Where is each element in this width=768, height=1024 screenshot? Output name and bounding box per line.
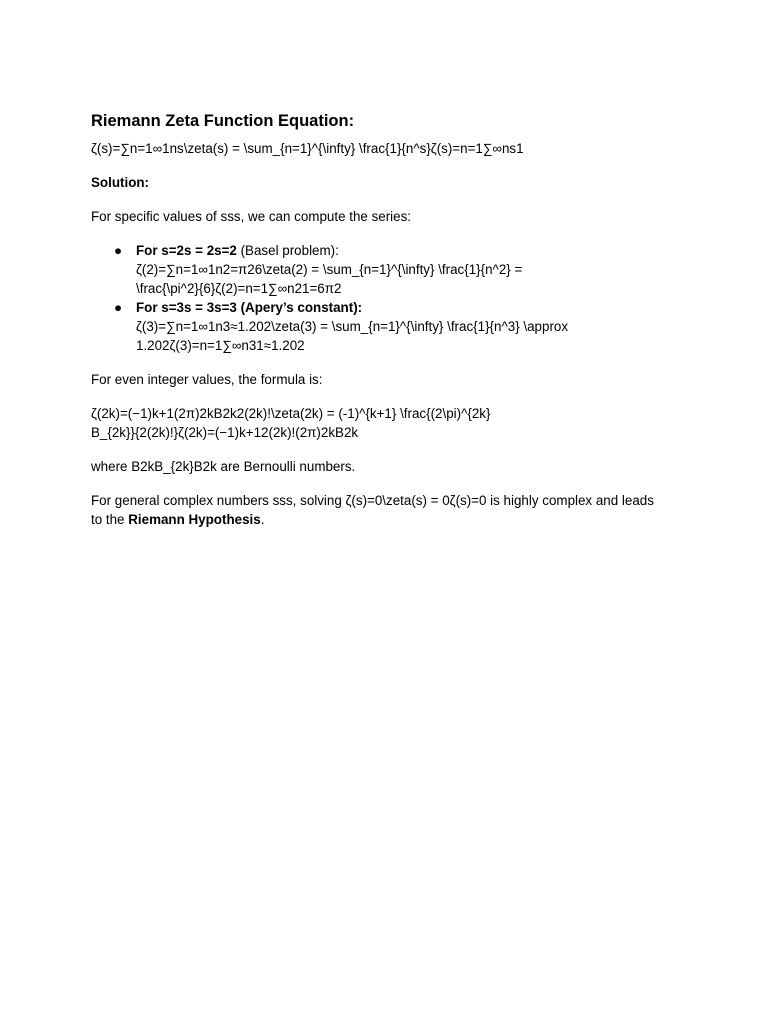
bullet-formula-line: 1.202ζ(3)=n=1∑∞n31≈1.202 [136,338,305,353]
solution-label: Solution: [91,175,150,190]
general-text-line [91,510,681,529]
bullet-icon: ● [114,300,123,315]
document-title: Riemann Zeta Function Equation: [91,112,355,130]
general-text-suffix: . [260,512,265,527]
riemann-hypothesis-term: Riemann Hypothesis [128,512,261,527]
even-formula-line: B_{2k}}{2(2k)!}ζ(2k)=(−1)k+12(2k)!(2π)2kB2k [91,425,359,440]
bullet-heading: For s=2s = 2s=2 [136,243,237,258]
bullet-icon: ● [114,243,123,258]
bullet-heading: For s=3s = 3s=3 (Apery’s constant): [136,300,363,315]
bullet-heading-suffix: (Basel problem): [236,243,339,258]
general-text-line: For general complex numbers sss, solving ζ(s)=0\zeta(s) = 0ζ(s)=0 is highly complex and leads [91,493,654,508]
bernoulli-note: where B2kB_{2k}B2k are Bernoulli numbers. [91,459,356,474]
even-formula-line: ζ(2k)=(−1)k+1(2π)2kB2k2(2k)!\zeta(2k) = (-1)^{k+1} \frac{(2\pi)^{2k} [91,406,491,421]
even-values-intro: For even integer values, the formula is: [91,372,323,387]
bullet-formula-line: ζ(3)=∑n=1∞1n3≈1.202\zeta(3) = \sum_{n=1}^{\infty} \frac{1}{n^3} \approx [136,319,569,334]
specific-values-list [91,241,681,355]
list-item-s3 [91,298,681,355]
bullet-formula-line: ζ(2)=∑n=1∞1n2=π26\zeta(2) = \sum_{n=1}^{\infty} \frac{1}{n^2} = [136,262,523,277]
bullet-formula-line: \frac{\pi^2}{6}ζ(2)=n=1∑∞n21=6π2 [136,281,342,296]
even-formula [91,404,681,442]
specific-values-intro: For specific values of sss, we can compute the series: [91,209,412,224]
general-paragraph [91,491,681,529]
general-text-prefix: to the [91,512,129,527]
list-item-s2 [91,241,681,298]
zeta-definition: ζ(s)=∑n=1∞1ns\zeta(s) = \sum_{n=1}^{\infty} \frac{1}{n^s}ζ(s)=n=1∑∞ns1 [91,141,524,156]
document-content [91,110,681,529]
